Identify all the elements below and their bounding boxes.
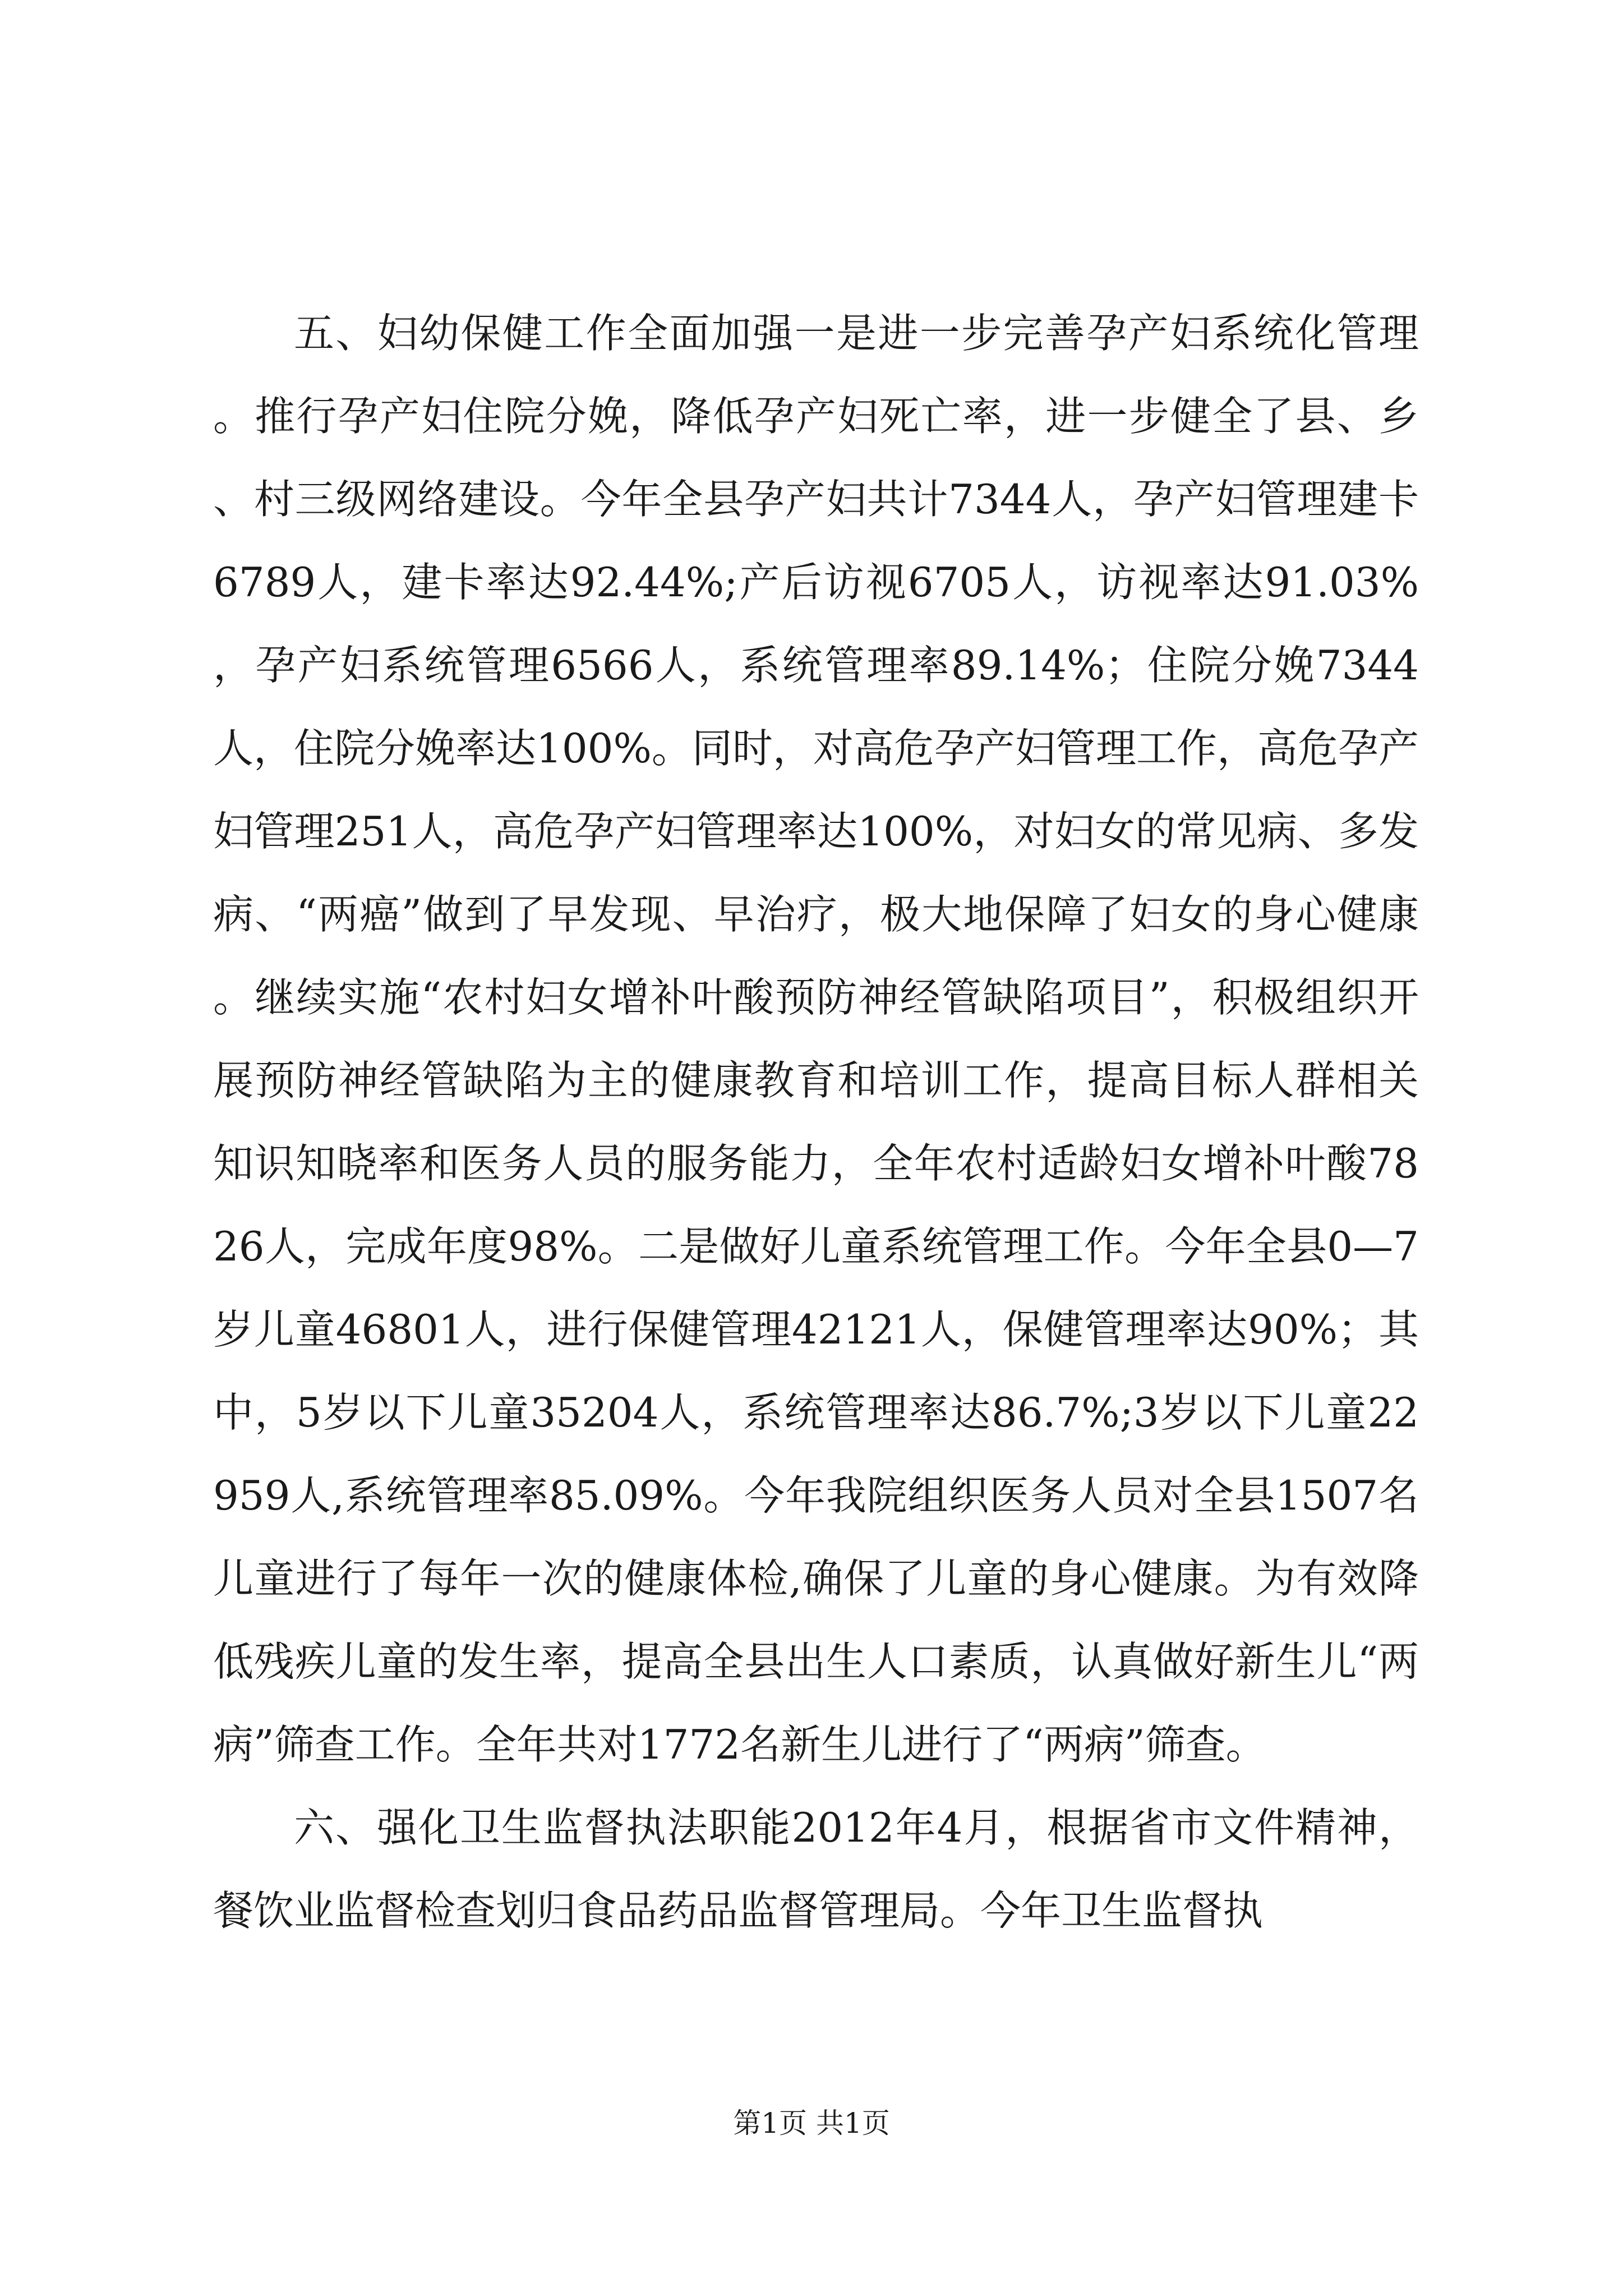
- paragraph-maternal-child-health: 五、妇幼保健工作全面加强一是进一步完善孕产妇系统化管理。推行孕产妇住院分娩，降低孕产妇死亡率，进一步健全了县、乡、村三级网络建设。今年全县孕产妇共计7344人，孕产妇管理建卡6789人，建卡率达92.44%;产后访视6705人，访视率达91.03%，孕产妇系统管理6566人，系统管理率89.14%；住院分娩7344人，住院分娩率达100%。同时，对高危孕产妇管理工作，高危孕产妇管理251人，高危孕产妇管理率达100%，对妇女的常见病、多发病、“两癌”做到了早发现、早治疗，极大地保障了妇女的身心健康。继续实施“农村妇女增补叶酸预防神经管缺陷项目”，积极组织开展预防神经管缺陷为主的健康教育和培训工作，提高目标人群相关知识知晓率和医务人员的服务能力，全年农村适龄妇女增补叶酸7826人，完成年度98%。二是做好儿童系统管理工作。今年全县0—7岁儿童46801人，进行保健管理42121人，保健管理率达90%；其中，5岁以下儿童35204人，系统管理率达86.7%;3岁以下儿童22959人,系统管理率85.09%。今年我院组织医务人员对全县1507名儿童进行了每年一次的健康体检,确保了儿童的身心健康。为有效降低残疾儿童的发生率，提高全县出生人口素质，认真做好新生儿“两病”筛查工作。全年共对1772名新生儿进行了“两病”筛查。: [213, 310, 1419, 1768]
- page-footer: 第1页 共1页: [733, 2107, 890, 2139]
- document-body: [213, 292, 1419, 1952]
- paragraph-health-supervision: 六、强化卫生监督执法职能2012年4月，根据省市文件精神，餐饮业监督检查划归食品药品监督管理局。今年卫生监督执: [213, 1804, 1419, 1934]
